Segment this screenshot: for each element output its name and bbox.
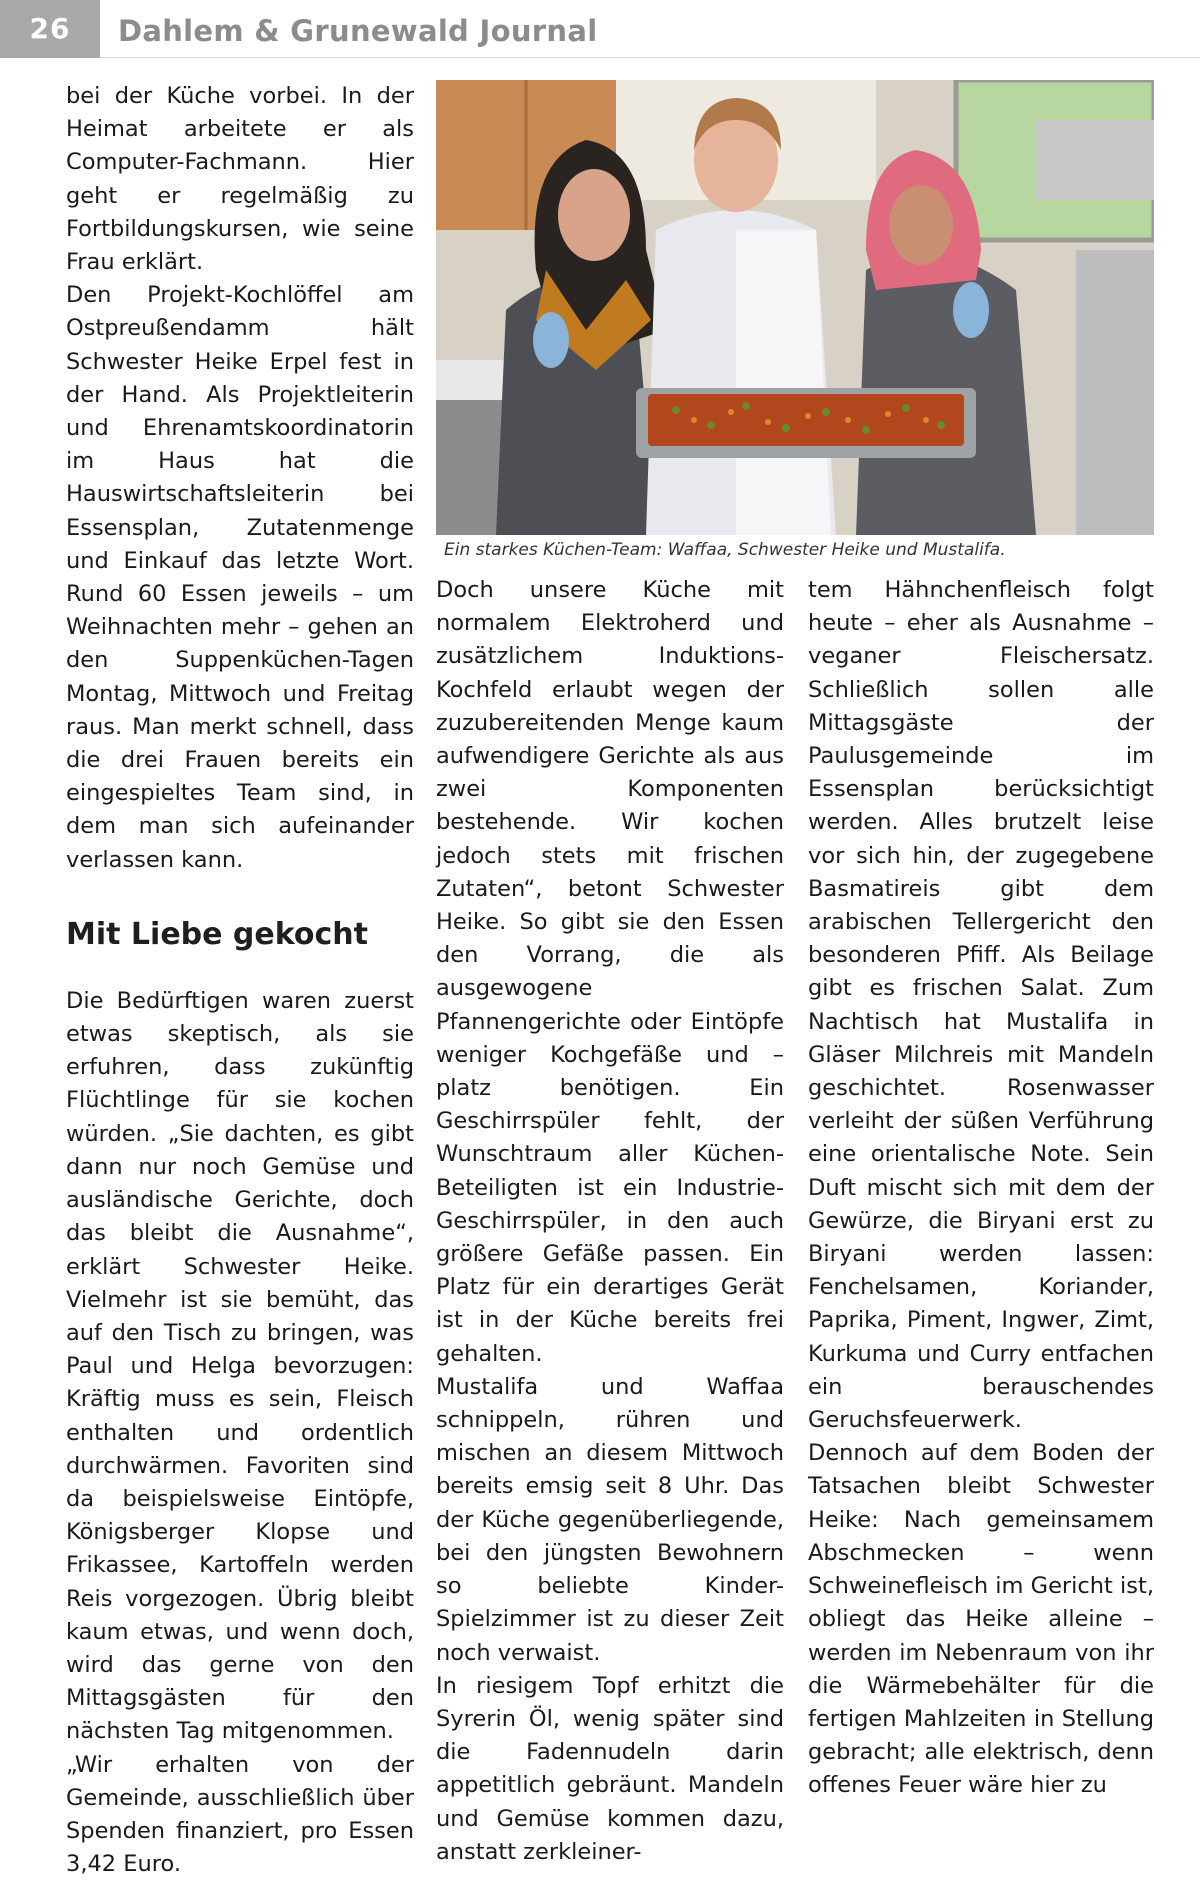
article-column-right (808, 574, 1154, 1803)
article-paragraph: Die Bedürftigen waren zuerst etwas skeptisch, als sie erfuhren, dass zukünftig Flüchtlinge für sie kochen würden. „Sie dachten, es gibt dann nur noch Gemüse und ausländische Gerichte, doch das bleibt die Ausnahme“, erklärt Schwester Heike. Vielmehr ist sie bemüht, das auf den Tisch zu bringen, was Paul und Helga bevorzugen: Kräftig muss es sein, Fleisch enthalten und ordentlich durchwärmen. Favoriten sind da beispielsweise Eintöpfe, Königsberger Klopse und Frikassee, Kartoffeln werden Reis vorgezogen. Übrig bleibt kaum etwas, und wenn doch, wird das gerne von den Mittagsgästen für den nächsten Tag mitgenommen. (66, 987, 414, 1745)
article-paragraph: Dennoch auf dem Boden der Tatsachen bleibt Schwester Heike: Nach gemeinsamem Abschmecken – wenn Schweinefleisch im Gericht ist, obliegt das Heike alleine – werden im Nebenraum von ihr die Wärmebehälter für die fertigen Mahlzeiten in Stellung gebracht; alle elektrisch, denn offenes Feuer wäre hier zu (808, 1440, 1154, 1799)
photo-caption: Ein starkes Küchen-Team: Waffaa, Schwester Heike und Mustalifa. (444, 540, 1006, 560)
kitchen-team-photo (436, 80, 1154, 535)
article-paragraph: Doch unsere Küche mit normalem Elektroherd und zusätzlichem Induktions-Kochfeld erlaubt wegen der zuzubereitenden Menge kaum aufwendigere Gerichte als aus zwei Komponenten bestehende. Wir kochen jedoch stets mit frischen Zutaten“, betont Schwester Heike. So gibt sie den Essen den Vorrang, die als ausgewogene Pfannengerichte oder Eintöpfe weniger Kochgefäße und –platz benötigen. Ein Geschirrspüler fehlt, der Wunschtraum aller Küchen-Beteiligten ist ein Industrie-Geschirrspüler, in den auch größere Gefäße passen. Ein Platz für ein derartiges Gerät ist in der Küche bereits frei gehalten. (436, 577, 784, 1367)
article-paragraph: „Wir erhalten von der Gemeinde, ausschließlich über Spenden finanziert, pro Essen 3,42 Euro. (66, 1751, 414, 1878)
page-number: 26 (0, 0, 100, 58)
journal-title: Dahlem & Grunewald Journal (118, 14, 598, 48)
article-paragraph: Mustalifa und Waffaa schnippeln, rühren und mischen an diesem Mittwoch bereits emsig seit 8 Uhr. Das der Küche gegenüberliegende, bei den jüngsten Bewohnern so beliebte Kinder-Spielzimmer ist zu dieser Zeit noch verwaist. (436, 1373, 784, 1666)
article-paragraph: bei der Küche vorbei. In der Heimat arbeitete er als Computer-Fachmann. Hier geht er regelmäßig zu Fortbildungskursen, wie seine Frau erklärt. (66, 83, 414, 276)
article-column-left (66, 80, 414, 1881)
article-paragraph: In riesigem Topf erhitzt die Syrerin Öl, wenig später sind die Fadennudeln darin appetitlich gebräunt. Mandeln und Gemüse kommen dazu, anstatt zerkleiner- (436, 1672, 784, 1865)
article-paragraph: Den Projekt-Kochlöffel am Ostpreußendamm hält Schwester Heike Erpel fest in der Hand. Als Projektleiterin und Ehrenamtskoordinatorin im Haus hat die Hauswirtschaftsleiterin bei Essensplan, Zutatenmenge und Einkauf das letzte Wort. Rund 60 Essen jeweils – um Weihnachten mehr – gehen an den Suppenküchen-Tagen Montag, Mittwoch und Freitag raus. Man merkt schnell, dass die drei Frauen bereits ein eingespieltes Team sind, in dem man sich aufeinander verlassen kann. (66, 282, 414, 873)
article-column-middle (436, 574, 784, 1869)
section-heading: Mit Liebe gekocht (66, 916, 368, 952)
article-paragraph: tem Hähnchenfleisch folgt heute – eher als Ausnahme – veganer Fleischersatz. Schließlich sollen alle Mittagsgäste der Paulusgemeinde im Essensplan berücksichtigt werden. Alles brutzelt leise vor sich hin, der zugegebene Basmatireis gibt dem arabischen Tellergericht den besonderen Pfiff. Als Beilage gibt es frischen Salat. Zum Nachtisch hat Mustalifa in Gläser Milchreis mit Mandeln geschichtet. Rosenwasser verleiht der süßen Verführung eine orientalische Note. Sein Duft mischt sich mit dem der Gewürze, die Biryani erst zu Biryani werden lassen: Fenchelsamen, Koriander, Paprika, Piment, Ingwer, Zimt, Kurkuma und Curry entfachen ein berauschendes Geruchsfeuerwerk. (808, 577, 1154, 1434)
header-rule (100, 57, 1200, 58)
